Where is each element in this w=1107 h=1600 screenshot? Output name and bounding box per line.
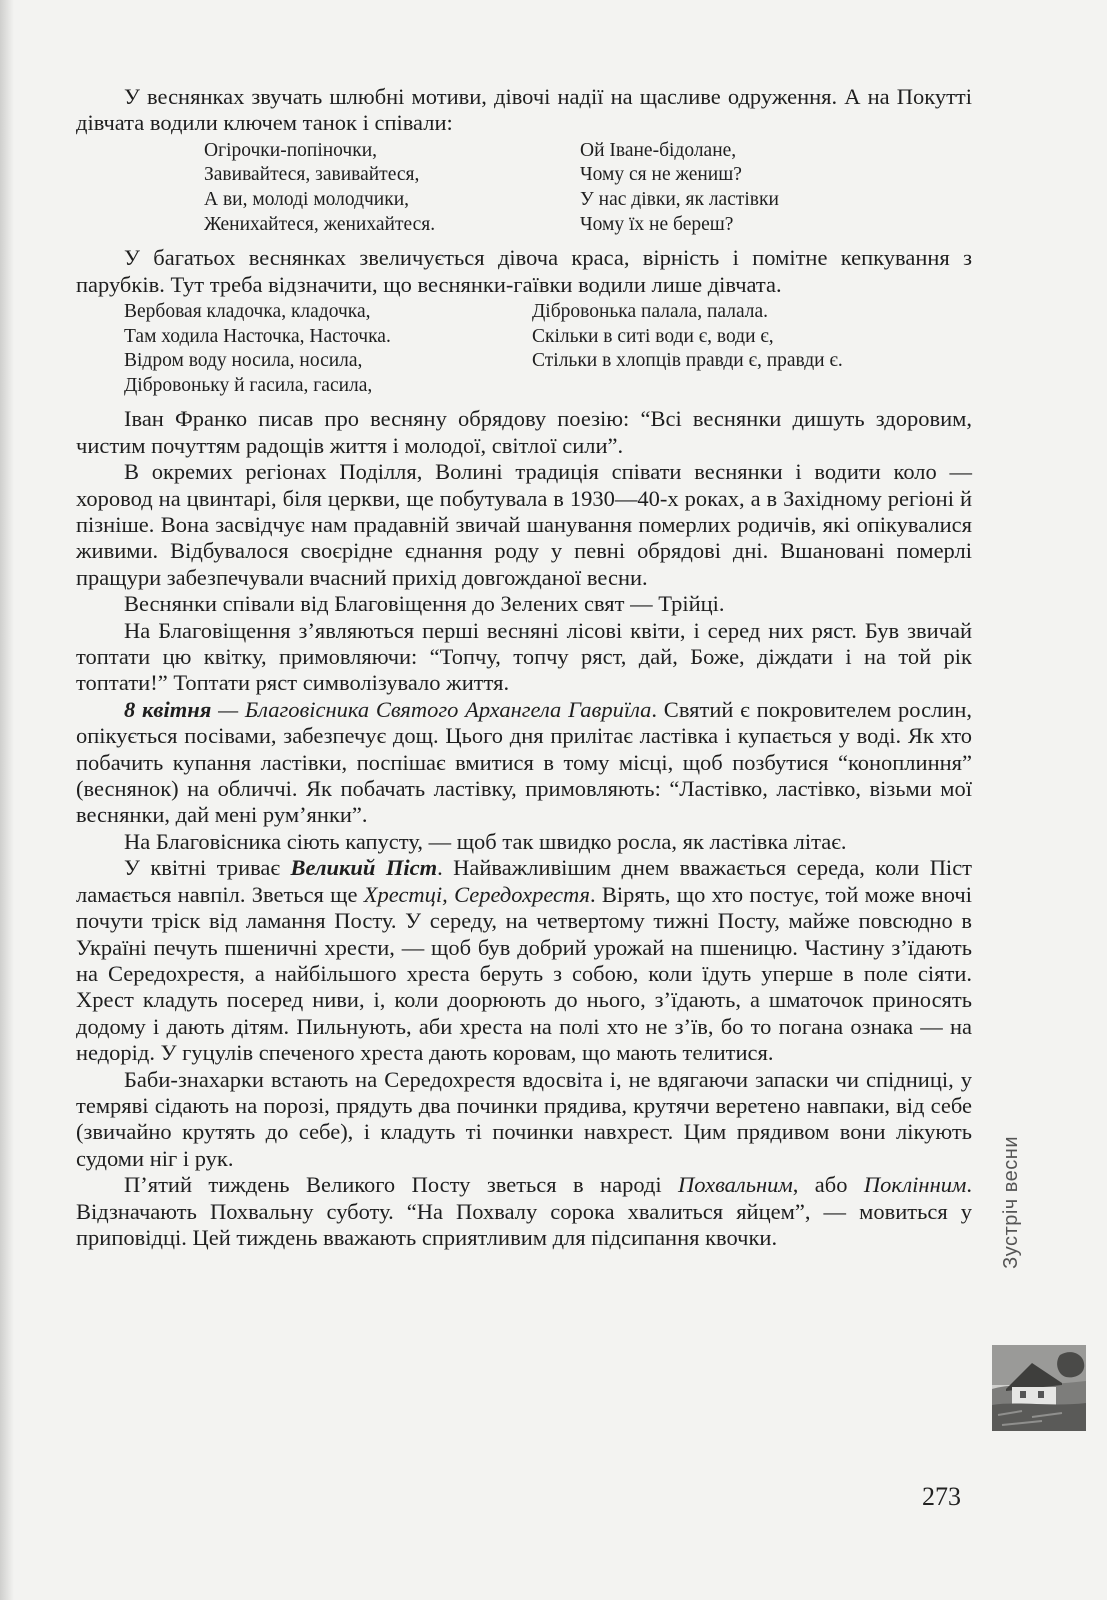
paragraph-9-text-e: . Вірять, що хто постує, той може вночі почути тріск від ламання Посту. У середу, на четвертому тижні Посту, майже повсюдно в Україні печуть пшеничні хрести, — щоб був добрий урожай на пшеницю. Частину з’їдають на Середохрестя, а найбільшого хреста беруть з собою, коли їдуть уперше в поле сіяти. Хрест кладуть посеред ниви, і, коли доорюють до нього, з’їдають, а шматочок приносять додому і дають дітям. Пильнують, аби хреста на полі хто не з’їв, бо то погана ознака — на недорід. У гуцулів спеченого хреста дають коровам, що мають телитися.	[76, 881, 972, 1066]
page-gutter-shadow	[0, 0, 14, 1600]
song-stanza-1	[76, 139, 972, 237]
paragraph-2: У багатьох веснянках звеличується дівоча краса, вірність і помітне кепкування з парубків. Тут треба відзначити, що веснянки-гаївки водили лише дівчата.	[76, 245, 972, 297]
stanza-2-left-column	[124, 300, 532, 398]
verse-line: Скільки в ситі води є, води є,	[532, 325, 774, 347]
page-body	[76, 84, 972, 1251]
paragraph-11-text-e: . Відзначають Похвальну суботу. “На Похвалу сорока хвалиться яйцем”, — мовиться у приповідці. Цей тиждень вважають сприятливим для підсипання квочки.	[76, 1172, 972, 1250]
stanza-2-right-column	[532, 300, 843, 398]
stanza-1-right-column	[580, 139, 779, 237]
paragraph-10: Баби-знахарки встають на Середохрестя вдосвіта і, не вдягаючи запаски чи спідниці, у темряві сідають на порозі, прядуть два починки прядива, крутячи веретено навпаки, від себе (звичайно крутять до себе), і кладуть ті починки навхрест. Цим прядивом вони лікують судоми ніг і рук.	[76, 1066, 972, 1171]
verse-line: А ви, молоді молодчики,	[204, 189, 410, 210]
great-lent-term: Великий Піст	[290, 855, 438, 881]
bowing-week-term: Поклінним	[863, 1172, 967, 1198]
paragraph-8: На Благовісника сіють капусту, — щоб так швидко росла, як ластівка літає.	[124, 828, 847, 854]
paragraph-9-text-a: У квітні триває	[124, 855, 291, 881]
holiday-date: 8 квітня	[124, 696, 212, 722]
paragraph-9	[76, 855, 972, 1066]
verse-line: Огірочки-попіночки,	[204, 139, 378, 161]
verse-line: Відром воду носила, носила,	[124, 350, 363, 372]
verse-line: Женихайтеся, женихайтеся.	[204, 213, 436, 235]
paragraph-11-text-c: , або	[792, 1172, 864, 1198]
chapter-side-title: Зустріч весни	[1000, 1136, 1022, 1269]
paragraph-6: На Благовіщення з’являються перші весняні лісові квіти, і серед них ряст. Був звичай топтати цю квітку, примовляючи: “Топчу, топчу ряст, дай, Боже, діждати і на той рік топтати!” Топтати ряст символізувало життя.	[76, 617, 972, 696]
holiday-name: Благовісника Святого Архангела Гавриїла	[244, 696, 652, 722]
paragraph-7-text: . Святий є покровителем рослин, опікується посівами, забезпечує дощ. Цього дня прилітає ластівка і купається у воді. Як хто побачить купання ластівки, поспішає вмитися в тому місці, щоб позбутися “коноплиння” (веснянок) на обличчі. Як побачать ластівку, примовляють: “Ластівко, ластівко, візьми мої веснянки, дай мені рум’янки”.	[76, 696, 972, 828]
paragraph-4: В окремих регіонах Поділля, Волині традиція співати веснянки і водити коло — хоровод на цвинтарі, біля церкви, ще побутувала в 1930—40-х роках, а в Західному регіоні й пізніше. Вона засвідчує нам прадавній звичай шанування померлих родичів, які опікувалися живими. Відбувалося своєрідне єднання роду у певні обрядові дні. Вшановані померлі пращури забезпечували вчасний прихід довгожданої весни.	[76, 459, 972, 590]
praise-week-term: Похвальним	[678, 1172, 793, 1198]
stanza-1-left-column	[204, 139, 580, 237]
paragraph-5: Веснянки співали від Благовіщення до Зелених свят — Трійці.	[124, 591, 725, 617]
verse-line: Дібровонька палала, палала.	[532, 301, 769, 322]
dash: —	[211, 696, 245, 722]
paragraph-9-text-c: . Найважливішим днем вважається середа, коли Піст ламається навпіл. Зветься ще	[76, 855, 973, 907]
paragraph-7	[76, 697, 972, 829]
verse-line: Ой Іване-бідолане,	[580, 139, 737, 161]
verse-line: Чому їх не береш?	[580, 213, 734, 235]
paragraph-1: У веснянках звучать шлюбні мотиви, дівочі надії на щасливе одруження. А на Покутті дівчата водили ключем танок і співали:	[76, 84, 972, 136]
page-number: 273	[922, 1482, 961, 1511]
verse-line: Дібровоньку й гасила, гасила,	[124, 374, 373, 396]
village-house-vignette-icon	[992, 1345, 1086, 1431]
mid-lent-term: Хрестці, Середохрестя	[363, 881, 590, 907]
verse-line: Стільки в хлопців правди є, правди є.	[532, 350, 843, 372]
verse-line: Чому ся не жениш?	[580, 164, 742, 186]
verse-line: Вербовая кладочка, кладочка,	[124, 301, 371, 322]
paragraph-11-text-a: П’ятий тиждень Великого Посту зветься в народі	[124, 1172, 679, 1198]
verse-line: Завивайтеся, завивайтеся,	[204, 164, 420, 186]
verse-line: У нас дівки, як ластівки	[580, 189, 779, 210]
verse-line: Там ходила Насточка, Насточка.	[124, 325, 391, 347]
paragraph-3: Іван Франко писав про весняну обрядову поезію: “Всі веснянки дишуть здоровим, чистим почуттям радощів життя і молодої, світлої сили”.	[76, 406, 972, 458]
paragraph-11	[76, 1172, 972, 1251]
song-stanza-2	[76, 300, 972, 398]
